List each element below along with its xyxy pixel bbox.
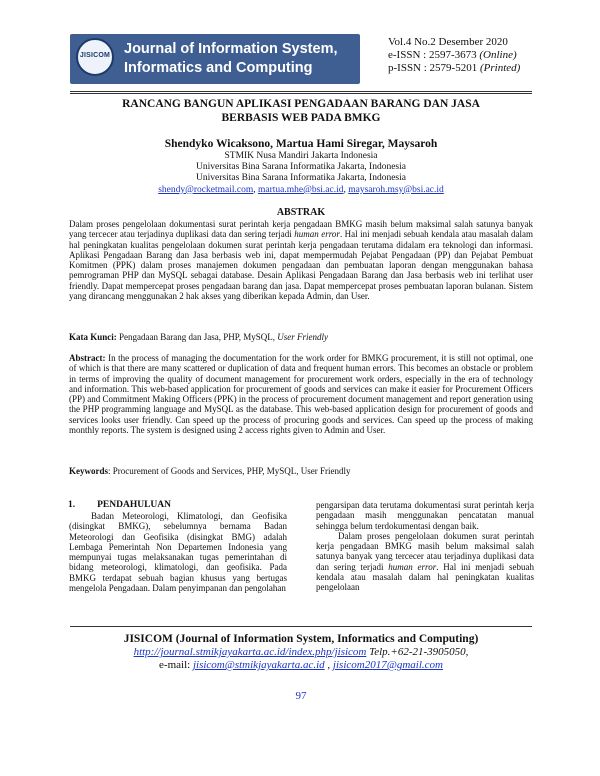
section-number: 1. xyxy=(68,500,76,510)
affiliation-1: STMIK Nusa Mandiri Jakarta Indonesia xyxy=(224,151,378,161)
footer-title: JISICOM (Journal of Information System, Informatics and Computing) xyxy=(123,633,479,645)
paper-title-line2: BERBASIS WEB PADA BMKG xyxy=(221,112,381,124)
column-left xyxy=(69,511,287,593)
section-left-text: Badan Meteorologi, Klimatologi, dan Geofisika (disingkat BMKG), sebelumnya bernama Badan Meteorologi dan Geofisika (disingkat BMG) adalah Lembaga Pemerintah Non Departemen Indonesia yang mempunyai tugas melaksanakan tugas pemerintahan di bidang meteorologi, klimatologi, dan geofisika. Pada BMKG terdapat sebuah bagian khusus yang bertugas mengelola Pengadaan. Dalam penyimpanan dan pengolahan xyxy=(69,511,287,594)
footer-email-1[interactable]: jisicom@stmikjayakarta.ac.id xyxy=(192,659,325,671)
authors: Shendyko Wicaksono, Martua Hami Siregar, Maysaroh xyxy=(164,138,438,150)
abstrak-body xyxy=(69,219,533,301)
abstract-text: In the process of managing the documentation for the work order for BMKG procurement, it is still not optimal, one of which is that there are many scattered or duplication of data and frequent human errors. This becomes an obstacle or problem in terms of improving the quality of document management for procurement work orders, especially in the era of technology and information. This web-based application for procurement of goods and services can make it easier for Procurement Officers (PP) and Commitment Making Officers (PPK) in the process of procurement document management and report generation using the PHP programming language and MySQL as the database. This web-based application design for procurement of goods and services looks user friendly. Can speed up the process of procuring goods and services. Can speed up the process of making monthly reports. The system is designed using 2 access rights given to Admin and User. xyxy=(69,353,533,436)
affiliations xyxy=(70,151,532,196)
footer-email-line xyxy=(70,659,532,672)
paper-title xyxy=(70,97,532,125)
footer-email-2[interactable]: jisicom2017@gmail.com xyxy=(332,659,443,671)
footer-email-label: e-mail: xyxy=(159,659,193,671)
abstrak-text-a: Dalam proses pengelolaan dokumentasi surat perintah kerja pengadaan BMKG masih belum maksimal salah satunya banyak yang tercecer atau terjadinya duplikasi data dan sering terjadi xyxy=(69,219,533,240)
section-right-para2 xyxy=(316,531,534,593)
keywords xyxy=(69,466,533,476)
email-link-3[interactable]: maysaroh.msy@bsi.ac.id xyxy=(348,184,444,195)
column-right xyxy=(316,500,534,593)
section-heading xyxy=(68,500,288,510)
email-link-1[interactable]: shendy@rocketmail.com xyxy=(158,184,254,195)
abstrak-text-b: . Hal ini menjadi sebuah kendala atau masalah dalam hal peningkatan kualitas pengelolaan dokumen surat perintah kerja pengadaan terutama didalam era teknologi dan informasi. Aplikasi Pengadaan Barang dan Jasa berbasis web ini, dapat mempermudah Pejabat Pengadaan (PP) dan Pejabat Pembuat Komitmen (PPK) dalam proses manajemen dokumen pengadaan dan pembuatan laporan dengan menggunakan bahasa pemrograman PHP dan MySQL sebagai database. Desain Aplikasi Pengadaan Barang dan Jasa berbasis web ini terlihat user friendly. Dapat mempercepat proses pengadaan barang dan jasa. Dapat mempercepat proses pembuatan laporan bulanan. Sistem yang dirancang menggunakan 2 hak akses yang diberikan kepada Admin, dan User. xyxy=(69,229,533,302)
eissn-tag: (Online) xyxy=(479,49,517,61)
right-text-2b: . Hal ini menjadi sebuah kendala atau masalah dalam hal peningkatan kualitas pengelolaan xyxy=(316,561,535,593)
kata-kunci xyxy=(69,332,533,342)
page-footer xyxy=(70,633,532,672)
issue-info xyxy=(388,36,553,75)
kata-kunci-label: Kata Kunci: xyxy=(69,332,117,342)
footer-email-sep: , xyxy=(324,659,333,671)
page-number: 97 xyxy=(295,690,307,702)
eissn-number: e-ISSN : 2597-3673 xyxy=(388,49,477,61)
keywords-label: Keywords xyxy=(69,466,108,476)
journal-title: Journal of Information System, Informatics and Computing xyxy=(124,41,338,76)
footer-rule xyxy=(70,626,532,627)
paper-title-line1: RANCANG BANGUN APLIKASI PENGADAAN BARANG DAN JASA xyxy=(122,98,480,110)
eissn xyxy=(388,49,553,62)
issue-volume: Vol.4 No.2 Desember 2020 xyxy=(388,36,508,48)
section-title: PENDAHULUAN xyxy=(97,500,172,510)
affiliation-2: Universitas Bina Sarana Informatika Jakarta, Indonesia xyxy=(196,162,406,173)
pissn-tag: (Printed) xyxy=(479,62,521,74)
author-emails: shendy@rocketmail.com, martua.mhe@bsi.ac.id, maysaroh.msy@bsi.ac.id xyxy=(158,184,444,195)
header-rule-top xyxy=(70,91,532,92)
kata-kunci-text: Pengadaan Barang dan Jasa, PHP, MySQL, xyxy=(116,332,278,342)
footer-phone: Telp.+62-21-3905050, xyxy=(369,646,469,658)
keywords-text: : Procurement of Goods and Services, PHP, MySQL, User Friendly xyxy=(108,466,351,476)
logo-text: JISICOM xyxy=(79,52,111,59)
right-text-2a: Dalam proses pengelolaan dokumen surat perintah kerja pengadaan BMKG masih belum maksimal salah satunya banyak yang tercecer atau terjadinya duplikasi data dan sering terjadi xyxy=(316,530,534,572)
abstract-label: Abstract: xyxy=(69,353,106,363)
pissn xyxy=(388,62,553,75)
pissn-number: p-ISSN : 2579-5201 xyxy=(388,62,478,74)
right-text-2em: human error xyxy=(388,561,437,572)
footer-url[interactable]: http://journal.stmikjayakarta.ac.id/index.php/jisicom xyxy=(133,646,367,658)
email-link-2[interactable]: martua.mhe@bsi.ac.id xyxy=(257,184,344,195)
header-rule-bottom xyxy=(70,93,532,94)
abstrak-heading: ABSTRAK xyxy=(276,207,326,218)
abstract-english xyxy=(69,353,533,435)
footer-url-line xyxy=(70,646,532,659)
journal-logo xyxy=(76,38,114,76)
kata-kunci-em: User Friendly xyxy=(277,332,328,342)
affiliation-3: Universitas Bina Sarana Informatika Jakarta, Indonesia xyxy=(196,173,406,184)
section-right-para1: pengarsipan data terutama dokumentasi surat perintah kerja pengadaan masih menggunakan pencatatan manual sehingga belum terdokumentasi dengan baik. xyxy=(316,500,534,531)
abstrak-text-em: human error xyxy=(294,229,340,240)
